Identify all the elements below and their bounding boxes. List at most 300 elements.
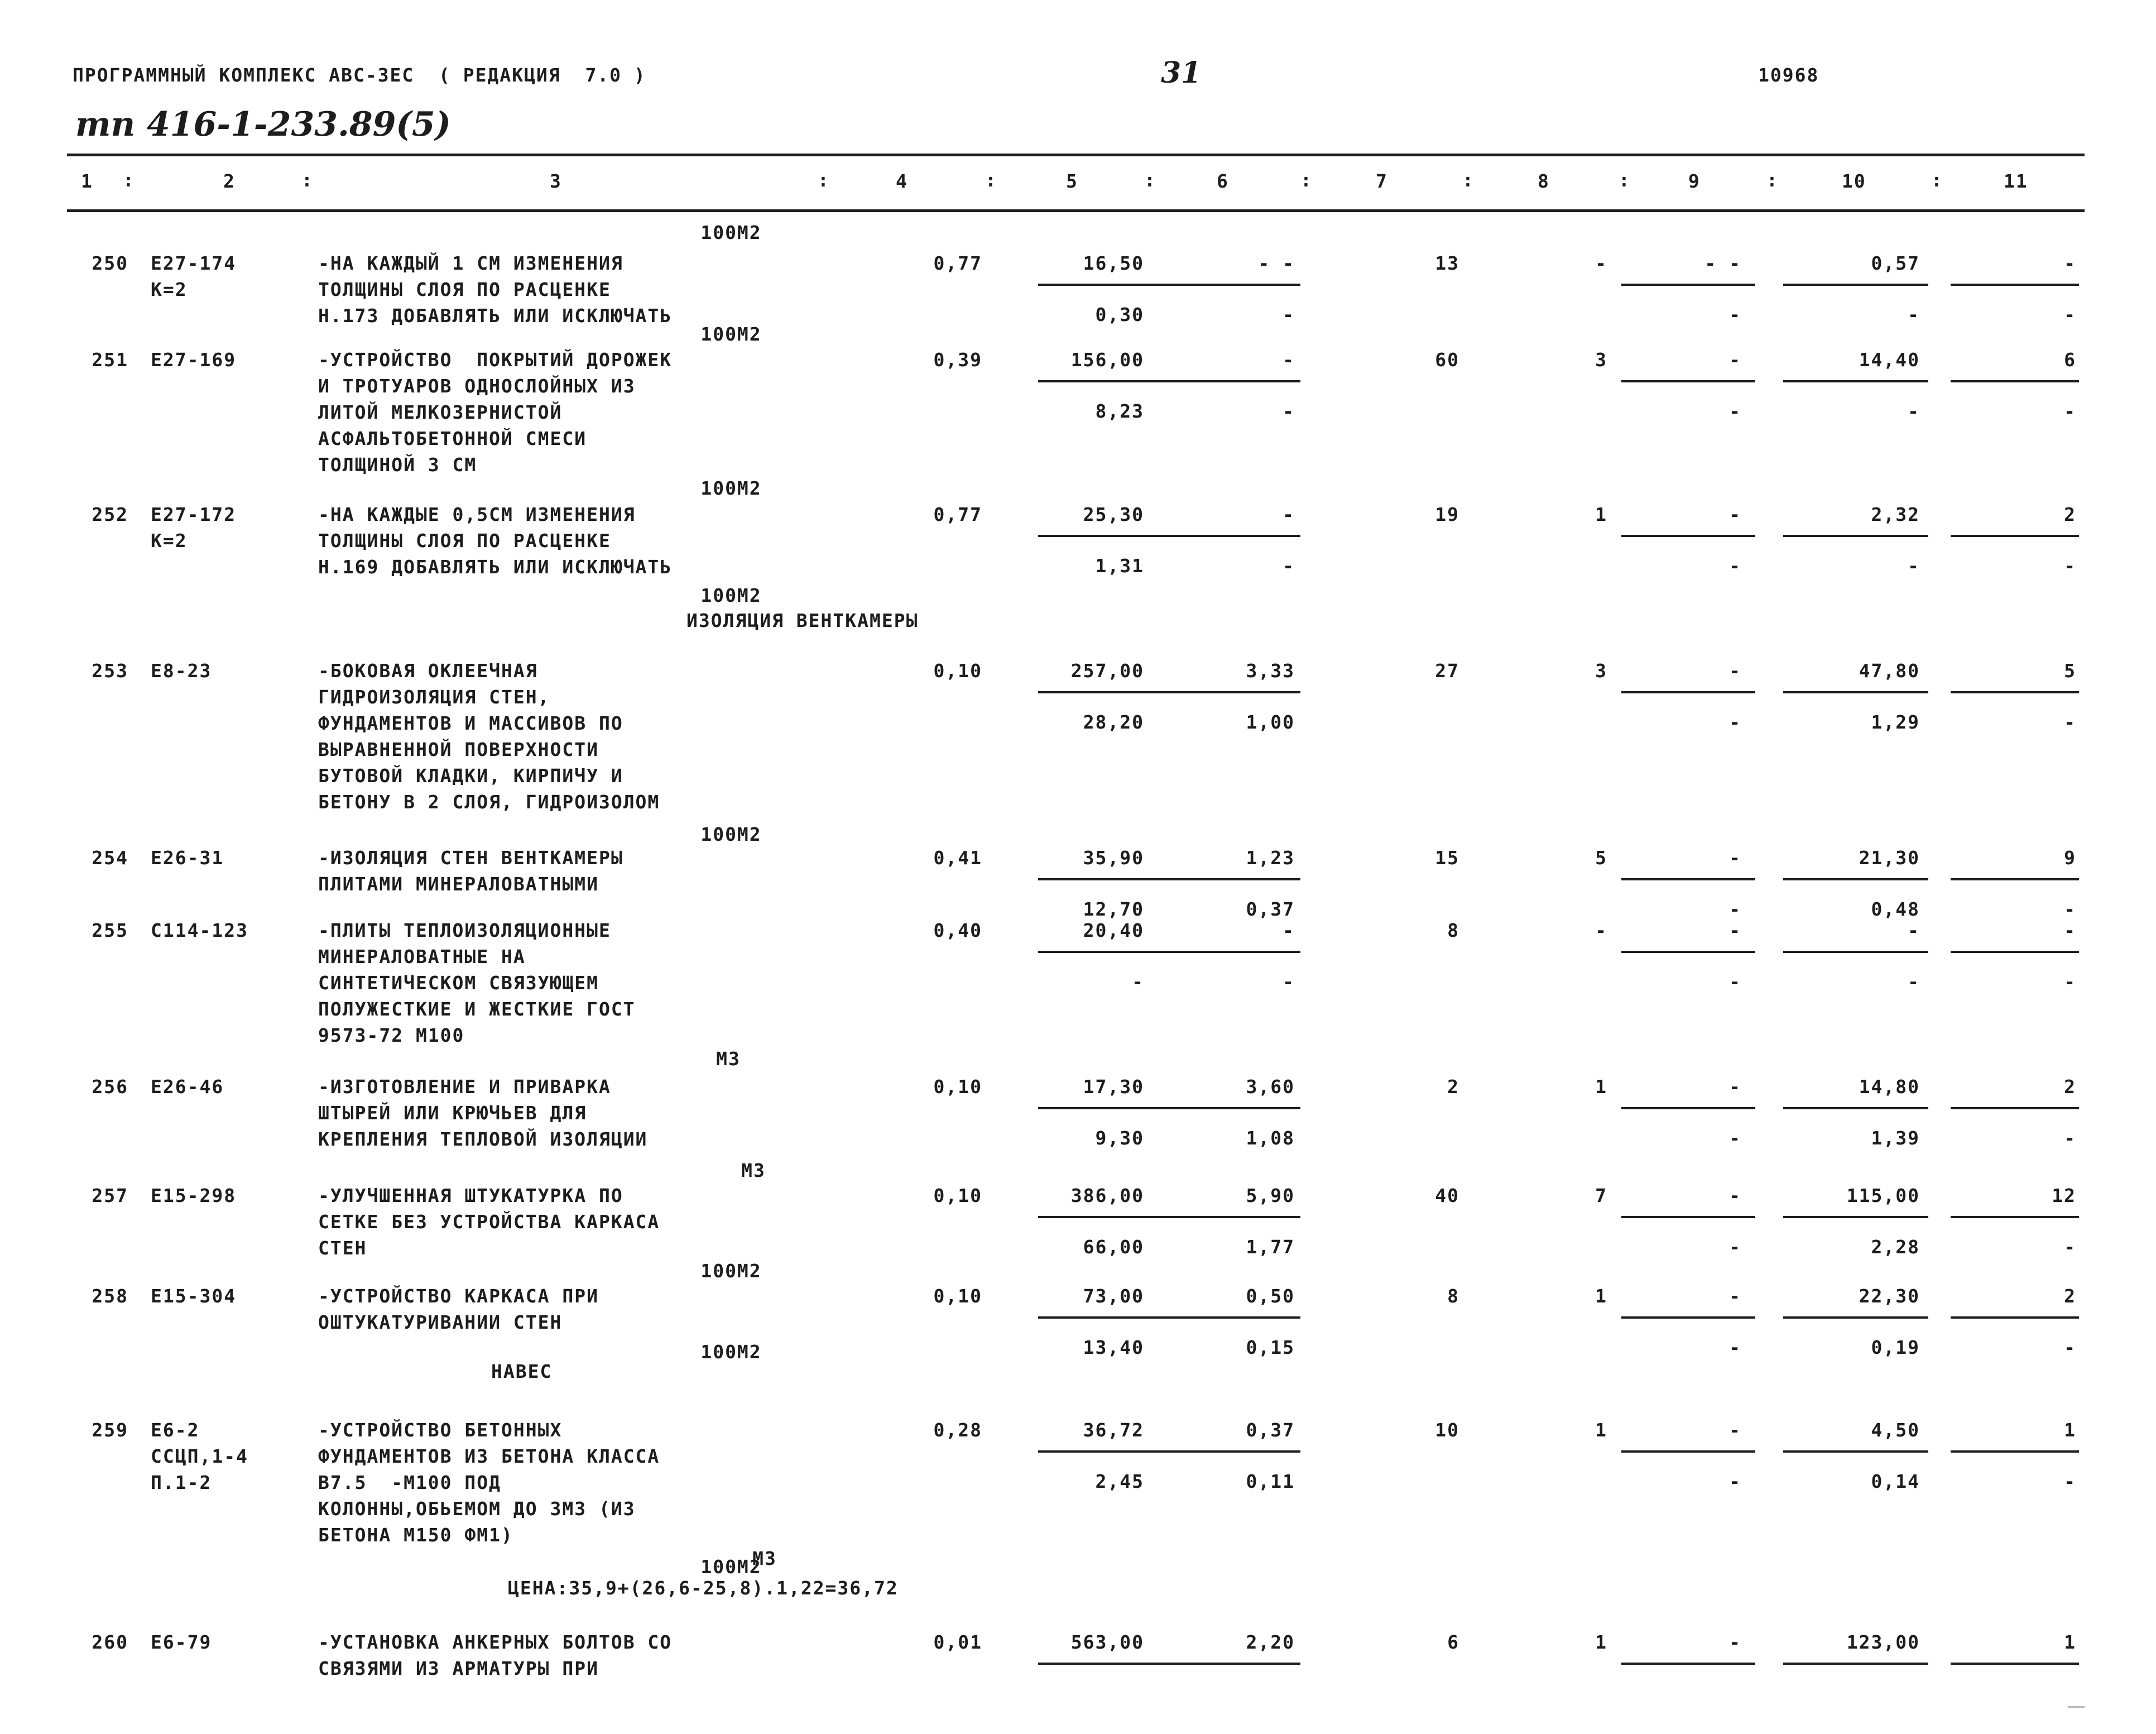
- unit-label: 100М2: [700, 823, 762, 845]
- total-cost: 4,50: [1871, 1419, 1920, 1441]
- edge-mark: [2068, 1706, 2085, 1708]
- unit-cost-total: 35,90: [1083, 847, 1144, 869]
- col9-bottom: -: [1729, 1470, 1741, 1492]
- column-separator: :: [1462, 169, 1475, 191]
- row-number: 260: [92, 1631, 128, 1653]
- col11-top: -: [2064, 919, 2076, 941]
- work-description: Н.169 ДОБАВЛЯТЬ ИЛИ ИСКЛЮЧАТЬ: [318, 556, 673, 578]
- machine-wages: -: [1283, 304, 1295, 325]
- row-number: 251: [92, 349, 128, 371]
- row-number: 257: [92, 1185, 128, 1206]
- work-description: КОЛОННЫ,ОБЬЕМОМ ДО 3М3 (ИЗ: [318, 1498, 636, 1520]
- fraction-line-col6: [1155, 284, 1300, 286]
- fraction-line-col9: [1621, 1450, 1755, 1453]
- fraction-line-col9: [1621, 535, 1755, 537]
- col9-bottom: -: [1729, 898, 1741, 920]
- col11-top: 1: [2064, 1419, 2076, 1441]
- col7-value: 19: [1435, 504, 1459, 525]
- unit-label: 100М2: [700, 1341, 762, 1363]
- col11-top: 2: [2064, 504, 2076, 525]
- col9-bottom: -: [1729, 400, 1741, 422]
- machine-wages: -: [1283, 400, 1295, 422]
- fraction-line-col10: [1783, 1663, 1928, 1665]
- program-title: ПРОГРАММНЫЙ КОМПЛЕКС АВС-ЗЕС ( РЕДАКЦИЯ 7.0 ): [73, 64, 646, 86]
- fraction-line-col5: [1038, 878, 1155, 880]
- column-separator: :: [1300, 169, 1313, 191]
- column-separator: :: [1931, 169, 1943, 191]
- col11-top: 6: [2064, 349, 2076, 371]
- work-description: СЕТКЕ БЕЗ УСТРОЙСТВА КАРКАСА: [318, 1211, 660, 1233]
- machine-wages: -: [1283, 555, 1295, 577]
- col11-bottom: -: [2064, 400, 2076, 422]
- fraction-line-col5: [1038, 1663, 1155, 1665]
- quantity-value: 0,10: [933, 1285, 982, 1307]
- col9-top: -: [1729, 919, 1741, 941]
- col8-value: 1: [1595, 1419, 1607, 1441]
- column-separator: :: [301, 169, 314, 191]
- fraction-line-col6: [1155, 1663, 1300, 1665]
- total-wages: -: [1908, 555, 1920, 577]
- fraction-line-col5: [1038, 284, 1155, 286]
- fraction-line-col11: [1951, 380, 2079, 382]
- machine-cost: -: [1283, 349, 1295, 371]
- work-description: БЕТОНА М150 ФМ1): [318, 1524, 513, 1546]
- column-separator: :: [985, 169, 997, 191]
- norm-code: Е26-31: [151, 847, 224, 869]
- fraction-line-col5: [1038, 1216, 1155, 1218]
- col9-bottom: -: [1729, 1127, 1741, 1149]
- work-description: СИНТЕТИЧЕСКОМ СВЯЗУЮЩЕМ: [318, 972, 599, 994]
- fraction-line-col11: [1951, 951, 2079, 953]
- fraction-line-col5: [1038, 951, 1155, 953]
- fraction-line-col11: [1951, 284, 2079, 286]
- machine-cost: - -: [1258, 252, 1295, 274]
- col9-top: -: [1729, 1285, 1741, 1307]
- work-description: 9573-72 М100: [318, 1024, 465, 1046]
- col11-top: 12: [2052, 1185, 2076, 1206]
- col9-top: -: [1729, 349, 1741, 371]
- norm-code: К=2: [151, 279, 188, 300]
- column-header-2: 2: [223, 170, 236, 192]
- norm-code: Е26-46: [151, 1076, 224, 1098]
- row-number: 259: [92, 1419, 128, 1441]
- col11-top: 5: [2064, 660, 2076, 682]
- total-wages: 1,39: [1871, 1127, 1920, 1149]
- col9-bottom: -: [1729, 555, 1741, 577]
- unit-cost-wages: 1,31: [1095, 555, 1144, 577]
- unit-cost-total: 20,40: [1083, 919, 1144, 941]
- quantity-value: 0,10: [933, 1185, 982, 1206]
- total-wages: 2,28: [1871, 1236, 1920, 1258]
- col11-top: 2: [2064, 1076, 2076, 1098]
- unit-cost-wages: 0,30: [1095, 304, 1144, 325]
- unit-label: М3: [741, 1160, 766, 1181]
- norm-code: ССЦП,1-4: [151, 1445, 248, 1467]
- col8-value: -: [1595, 919, 1607, 941]
- fraction-line-col9: [1621, 284, 1755, 286]
- total-cost: 47,80: [1859, 660, 1920, 682]
- work-description: И ТРОТУАРОВ ОДНОСЛОЙНЫХ ИЗ: [318, 375, 636, 397]
- fraction-line-col9: [1621, 1316, 1755, 1319]
- work-description: ТОЛЩИНОЙ 3 СМ: [318, 454, 477, 476]
- quantity-value: 0,40: [933, 919, 982, 941]
- work-description: -УСТАНОВКА АНКЕРНЫХ БОЛТОВ СО: [318, 1631, 673, 1653]
- column-separator: :: [1766, 169, 1779, 191]
- work-description: ШТЫРЕЙ ИЛИ КРЮЧЬЕВ ДЛЯ: [318, 1102, 587, 1124]
- col9-top: -: [1729, 504, 1741, 525]
- machine-cost: 0,50: [1246, 1285, 1295, 1307]
- machine-wages: 1,00: [1246, 711, 1295, 733]
- col11-top: 1: [2064, 1631, 2076, 1653]
- work-description: ФУНДАМЕНТОВ И МАССИВОВ ПО: [318, 712, 623, 734]
- fraction-line-col6: [1155, 535, 1300, 537]
- work-description: БУТОВОЙ КЛАДКИ, КИРПИЧУ И: [318, 765, 623, 787]
- unit-cost-total: 16,50: [1083, 252, 1144, 274]
- section-heading: НАВЕС: [491, 1361, 553, 1382]
- column-header-3: 3: [550, 170, 562, 192]
- norm-code: П.1-2: [151, 1472, 212, 1493]
- total-wages: 0,19: [1871, 1337, 1920, 1358]
- column-header-9: 9: [1688, 170, 1701, 192]
- col7-value: 40: [1435, 1185, 1459, 1206]
- unit-label: М3: [752, 1548, 777, 1569]
- row-number: 254: [92, 847, 128, 869]
- fraction-line-col6: [1155, 878, 1300, 880]
- total-cost: 2,32: [1871, 504, 1920, 525]
- fraction-line-col11: [1951, 878, 2079, 880]
- col9-bottom: -: [1729, 304, 1741, 325]
- work-description: ОШТУКАТУРИВАНИИ СТЕН: [318, 1311, 563, 1333]
- fraction-line-col9: [1621, 380, 1755, 382]
- col11-bottom: -: [2064, 1127, 2076, 1149]
- col8-value: 3: [1595, 660, 1607, 682]
- col11-bottom: -: [2064, 1470, 2076, 1492]
- work-description: ГИДРОИЗОЛЯЦИЯ СТЕН,: [318, 686, 550, 708]
- section-heading: ИЗОЛЯЦИЯ ВЕНТКАМЕРЫ: [686, 610, 919, 631]
- machine-wages: 0,15: [1246, 1337, 1295, 1358]
- quantity-value: 0,10: [933, 660, 982, 682]
- work-description: МИНЕРАЛОВАТНЫЕ НА: [318, 946, 526, 967]
- column-separator: :: [1144, 169, 1156, 191]
- col11-top: 2: [2064, 1285, 2076, 1307]
- total-wages: -: [1908, 400, 1920, 422]
- unit-cost-total: 25,30: [1083, 504, 1144, 525]
- col11-bottom: -: [2064, 971, 2076, 993]
- unit-cost-total: 73,00: [1083, 1285, 1144, 1307]
- row-number: 255: [92, 919, 128, 941]
- col9-top: - -: [1704, 252, 1741, 274]
- col8-value: 5: [1595, 847, 1607, 869]
- work-description: АСФАЛЬТОБЕТОННОЙ СМЕСИ: [318, 428, 587, 449]
- norm-code: Е27-172: [151, 504, 237, 525]
- fraction-line-col9: [1621, 1216, 1755, 1218]
- fraction-line-col6: [1155, 951, 1300, 953]
- work-description: ТОЛЩИНЫ СЛОЯ ПО РАСЦЕНКЕ: [318, 279, 611, 300]
- fraction-line-col5: [1038, 691, 1155, 693]
- fraction-line-col6: [1155, 380, 1300, 382]
- work-description: -УЛУЧШЕННАЯ ШТУКАТУРКА ПО: [318, 1185, 623, 1206]
- work-description: БЕТОНУ В 2 СЛОЯ, ГИДРОИЗОЛОМ: [318, 791, 660, 813]
- fraction-line-col11: [1951, 535, 2079, 537]
- norm-code: Е8-23: [151, 660, 212, 682]
- machine-cost: 3,33: [1246, 660, 1295, 682]
- work-description: -УСТРОЙСТВО БЕТОННЫХ: [318, 1419, 563, 1441]
- fraction-line-col11: [1951, 1316, 2079, 1319]
- col7-value: 2: [1447, 1076, 1459, 1098]
- fraction-line-col5: [1038, 1107, 1155, 1109]
- col9-top: -: [1729, 1185, 1741, 1206]
- unit-label: 100М2: [700, 222, 762, 243]
- work-description: -ПЛИТЫ ТЕПЛОИЗОЛЯЦИОННЫЕ: [318, 919, 611, 941]
- machine-cost: 0,37: [1246, 1419, 1295, 1441]
- work-description: ТОЛЩИНЫ СЛОЯ ПО РАСЦЕНКЕ: [318, 530, 611, 552]
- total-wages: -: [1908, 304, 1920, 325]
- unit-label: 100М2: [700, 1556, 762, 1578]
- work-description: -ИЗОЛЯЦИЯ СТЕН ВЕНТКАМЕРЫ: [318, 847, 623, 869]
- work-description: ФУНДАМЕНТОВ ИЗ БЕТОНА КЛАССА: [318, 1445, 660, 1467]
- fraction-line-col9: [1621, 1663, 1755, 1665]
- machine-cost: -: [1283, 504, 1295, 525]
- col7-value: 13: [1435, 252, 1459, 274]
- work-description: СТЕН: [318, 1237, 367, 1259]
- col9-bottom: -: [1729, 1236, 1741, 1258]
- work-description: СВЯЗЯМИ ИЗ АРМАТУРЫ ПРИ: [318, 1658, 599, 1679]
- work-description: -УСТРОЙСТВО КАРКАСА ПРИ: [318, 1285, 599, 1307]
- unit-label: 100М2: [700, 323, 762, 345]
- col11-bottom: -: [2064, 304, 2076, 325]
- row-number: 253: [92, 660, 128, 682]
- col9-top: -: [1729, 1419, 1741, 1441]
- col8-value: 1: [1595, 1631, 1607, 1653]
- col9-top: -: [1729, 1631, 1741, 1653]
- norm-code: Е27-169: [151, 349, 237, 371]
- unit-cost-wages: 66,00: [1083, 1236, 1144, 1258]
- machine-cost: 1,23: [1246, 847, 1295, 869]
- col7-value: 15: [1435, 847, 1459, 869]
- col8-value: -: [1595, 252, 1607, 274]
- machine-cost: 3,60: [1246, 1076, 1295, 1098]
- unit-label: 100М2: [700, 1260, 762, 1282]
- column-header-4: 4: [896, 170, 908, 192]
- work-description: -НА КАЖДЫЕ 0,5СМ ИЗМЕНЕНИЯ: [318, 504, 636, 525]
- unit-cost-wages: 9,30: [1095, 1127, 1144, 1149]
- norm-code: Е15-298: [151, 1185, 237, 1206]
- fraction-line-col10: [1783, 951, 1928, 953]
- fraction-line-col6: [1155, 1216, 1300, 1218]
- work-description: КРЕПЛЕНИЯ ТЕПЛОВОЙ ИЗОЛЯЦИИ: [318, 1128, 648, 1150]
- machine-cost: -: [1283, 919, 1295, 941]
- column-header-10: 10: [1842, 170, 1866, 192]
- total-cost: 0,57: [1871, 252, 1920, 274]
- quantity-value: 0,28: [933, 1419, 982, 1441]
- machine-cost: 2,20: [1246, 1631, 1295, 1653]
- project-code: тп 416-1-233.89(5): [75, 105, 451, 144]
- total-wages: 1,29: [1871, 711, 1920, 733]
- col7-value: 8: [1447, 919, 1459, 941]
- col8-value: 7: [1595, 1185, 1607, 1206]
- work-description: ВЫРАВНЕННОЙ ПОВЕРХНОСТИ: [318, 739, 599, 760]
- fraction-line-col9: [1621, 951, 1755, 953]
- work-description: -НА КАЖДЫЙ 1 СМ ИЗМЕНЕНИЯ: [318, 252, 623, 274]
- col9-bottom: -: [1729, 971, 1741, 993]
- col9-bottom: -: [1729, 1337, 1741, 1358]
- col7-value: 60: [1435, 349, 1459, 371]
- row-number: 256: [92, 1076, 128, 1098]
- quantity-value: 0,41: [933, 847, 982, 869]
- fraction-line-col11: [1951, 1216, 2079, 1218]
- sheet-number: 10968: [1758, 64, 1819, 86]
- unit-cost-wages: 2,45: [1095, 1470, 1144, 1492]
- col8-value: 1: [1595, 1076, 1607, 1098]
- quantity-value: 0,10: [933, 1076, 982, 1098]
- unit-cost-wages: 28,20: [1083, 711, 1144, 733]
- unit-cost-total: 386,00: [1070, 1185, 1144, 1206]
- unit-cost-wages: -: [1132, 971, 1144, 993]
- total-cost: 115,00: [1846, 1185, 1920, 1206]
- total-cost: 22,30: [1859, 1285, 1920, 1307]
- norm-code: Е27-174: [151, 252, 237, 274]
- row-number: 258: [92, 1285, 128, 1307]
- col8-value: 1: [1595, 1285, 1607, 1307]
- machine-cost: 5,90: [1246, 1185, 1295, 1206]
- fraction-line-col11: [1951, 1450, 2079, 1453]
- machine-wages: 1,77: [1246, 1236, 1295, 1258]
- norm-code: С114-123: [151, 919, 248, 941]
- quantity-value: 0,77: [933, 252, 982, 274]
- fraction-line-col9: [1621, 878, 1755, 880]
- header-rule-top: [67, 154, 2085, 156]
- col11-top: 9: [2064, 847, 2076, 869]
- fraction-line-col10: [1783, 535, 1928, 537]
- machine-wages: -: [1283, 971, 1295, 993]
- total-cost: -: [1908, 919, 1920, 941]
- work-description: Н.173 ДОБАВЛЯТЬ ИЛИ ИСКЛЮЧАТЬ: [318, 305, 673, 327]
- fraction-line-col10: [1783, 284, 1928, 286]
- column-separator: :: [818, 169, 830, 191]
- fraction-line-col6: [1155, 1107, 1300, 1109]
- column-header-8: 8: [1538, 170, 1550, 192]
- machine-wages: 1,08: [1246, 1127, 1295, 1149]
- unit-cost-wages: 8,23: [1095, 400, 1144, 422]
- fraction-line-col10: [1783, 1316, 1928, 1319]
- fraction-line-col10: [1783, 1216, 1928, 1218]
- work-description: ЛИТОЙ МЕЛКОЗЕРНИСТОЙ: [318, 401, 563, 423]
- fraction-line-col6: [1155, 1450, 1300, 1453]
- quantity-value: 0,01: [933, 1631, 982, 1653]
- column-separator: :: [123, 169, 135, 191]
- norm-code: К=2: [151, 530, 188, 552]
- machine-wages: 0,37: [1246, 898, 1295, 920]
- work-description: ПЛИТАМИ МИНЕРАЛОВАТНЫМИ: [318, 873, 599, 895]
- total-wages: 0,14: [1871, 1470, 1920, 1492]
- total-cost: 14,80: [1859, 1076, 1920, 1098]
- column-header-5: 5: [1066, 170, 1078, 192]
- fraction-line-col11: [1951, 691, 2079, 693]
- unit-cost-total: 17,30: [1083, 1076, 1144, 1098]
- header-rule-bottom: [67, 209, 2085, 212]
- fraction-line-col10: [1783, 878, 1928, 880]
- unit-label: М3: [716, 1048, 741, 1070]
- quantity-value: 0,77: [933, 504, 982, 525]
- col11-bottom: -: [2064, 711, 2076, 733]
- work-description: -ИЗГОТОВЛЕНИЕ И ПРИВАРКА: [318, 1076, 611, 1098]
- unit-label: 100М2: [700, 477, 762, 499]
- fraction-line-col5: [1038, 380, 1155, 382]
- fraction-line-col6: [1155, 1316, 1300, 1319]
- unit-cost-total: 156,00: [1070, 349, 1144, 371]
- fraction-line-col10: [1783, 380, 1928, 382]
- column-header-6: 6: [1217, 170, 1229, 192]
- unit-cost-wages: 12,70: [1083, 898, 1144, 920]
- col7-value: 8: [1447, 1285, 1459, 1307]
- fraction-line-col11: [1951, 1663, 2079, 1665]
- row-number: 250: [92, 252, 128, 274]
- col7-value: 27: [1435, 660, 1459, 682]
- col11-bottom: -: [2064, 555, 2076, 577]
- norm-code: Е15-304: [151, 1285, 237, 1307]
- price-note: ЦЕНА:35,9+(26,6-25,8).1,22=36,72: [508, 1577, 899, 1599]
- col8-value: 3: [1595, 349, 1607, 371]
- col9-top: -: [1729, 660, 1741, 682]
- norm-code: Е6-79: [151, 1631, 212, 1653]
- col11-bottom: -: [2064, 898, 2076, 920]
- row-number: 252: [92, 504, 128, 525]
- fraction-line-col5: [1038, 1316, 1155, 1319]
- work-description: В7.5 -М100 ПОД: [318, 1472, 502, 1493]
- column-header-7: 7: [1376, 170, 1388, 192]
- col8-value: 1: [1595, 504, 1607, 525]
- col7-value: 10: [1435, 1419, 1459, 1441]
- fraction-line-col10: [1783, 691, 1928, 693]
- column-header-11: 11: [2004, 170, 2028, 192]
- col9-top: -: [1729, 847, 1741, 869]
- fraction-line-col5: [1038, 535, 1155, 537]
- unit-label: 100М2: [700, 585, 762, 606]
- unit-cost-total: 36,72: [1083, 1419, 1144, 1441]
- fraction-line-col5: [1038, 1450, 1155, 1453]
- unit-cost-total: 563,00: [1070, 1631, 1144, 1653]
- work-description: ПОЛУЖЕСТКИЕ И ЖЕСТКИЕ ГОСТ: [318, 998, 636, 1020]
- total-wages: -: [1908, 971, 1920, 993]
- column-header-1: 1: [81, 170, 93, 192]
- norm-code: Е6-2: [151, 1419, 200, 1441]
- unit-cost-total: 257,00: [1070, 660, 1144, 682]
- fraction-line-col10: [1783, 1450, 1928, 1453]
- quantity-value: 0,39: [933, 349, 982, 371]
- unit-cost-wages: 13,40: [1083, 1337, 1144, 1358]
- machine-wages: 0,11: [1246, 1470, 1295, 1492]
- total-cost: 14,40: [1859, 349, 1920, 371]
- fraction-line-col6: [1155, 691, 1300, 693]
- fraction-line-col9: [1621, 691, 1755, 693]
- total-cost: 123,00: [1846, 1631, 1920, 1653]
- page-number: 31: [1161, 56, 1202, 90]
- total-cost: 21,30: [1859, 847, 1920, 869]
- col11-bottom: -: [2064, 1337, 2076, 1358]
- fraction-line-col9: [1621, 1107, 1755, 1109]
- col9-bottom: -: [1729, 711, 1741, 733]
- work-description: -БОКОВАЯ ОКЛЕЕЧНАЯ: [318, 660, 538, 682]
- work-description: -УСТРОЙСТВО ПОКРЫТИЙ ДОРОЖЕК: [318, 349, 673, 371]
- fraction-line-col11: [1951, 1107, 2079, 1109]
- fraction-line-col10: [1783, 1107, 1928, 1109]
- total-wages: 0,48: [1871, 898, 1920, 920]
- col7-value: 6: [1447, 1631, 1459, 1653]
- col9-top: -: [1729, 1076, 1741, 1098]
- col11-bottom: -: [2064, 1236, 2076, 1258]
- column-separator: :: [1619, 169, 1631, 191]
- col11-top: -: [2064, 252, 2076, 274]
